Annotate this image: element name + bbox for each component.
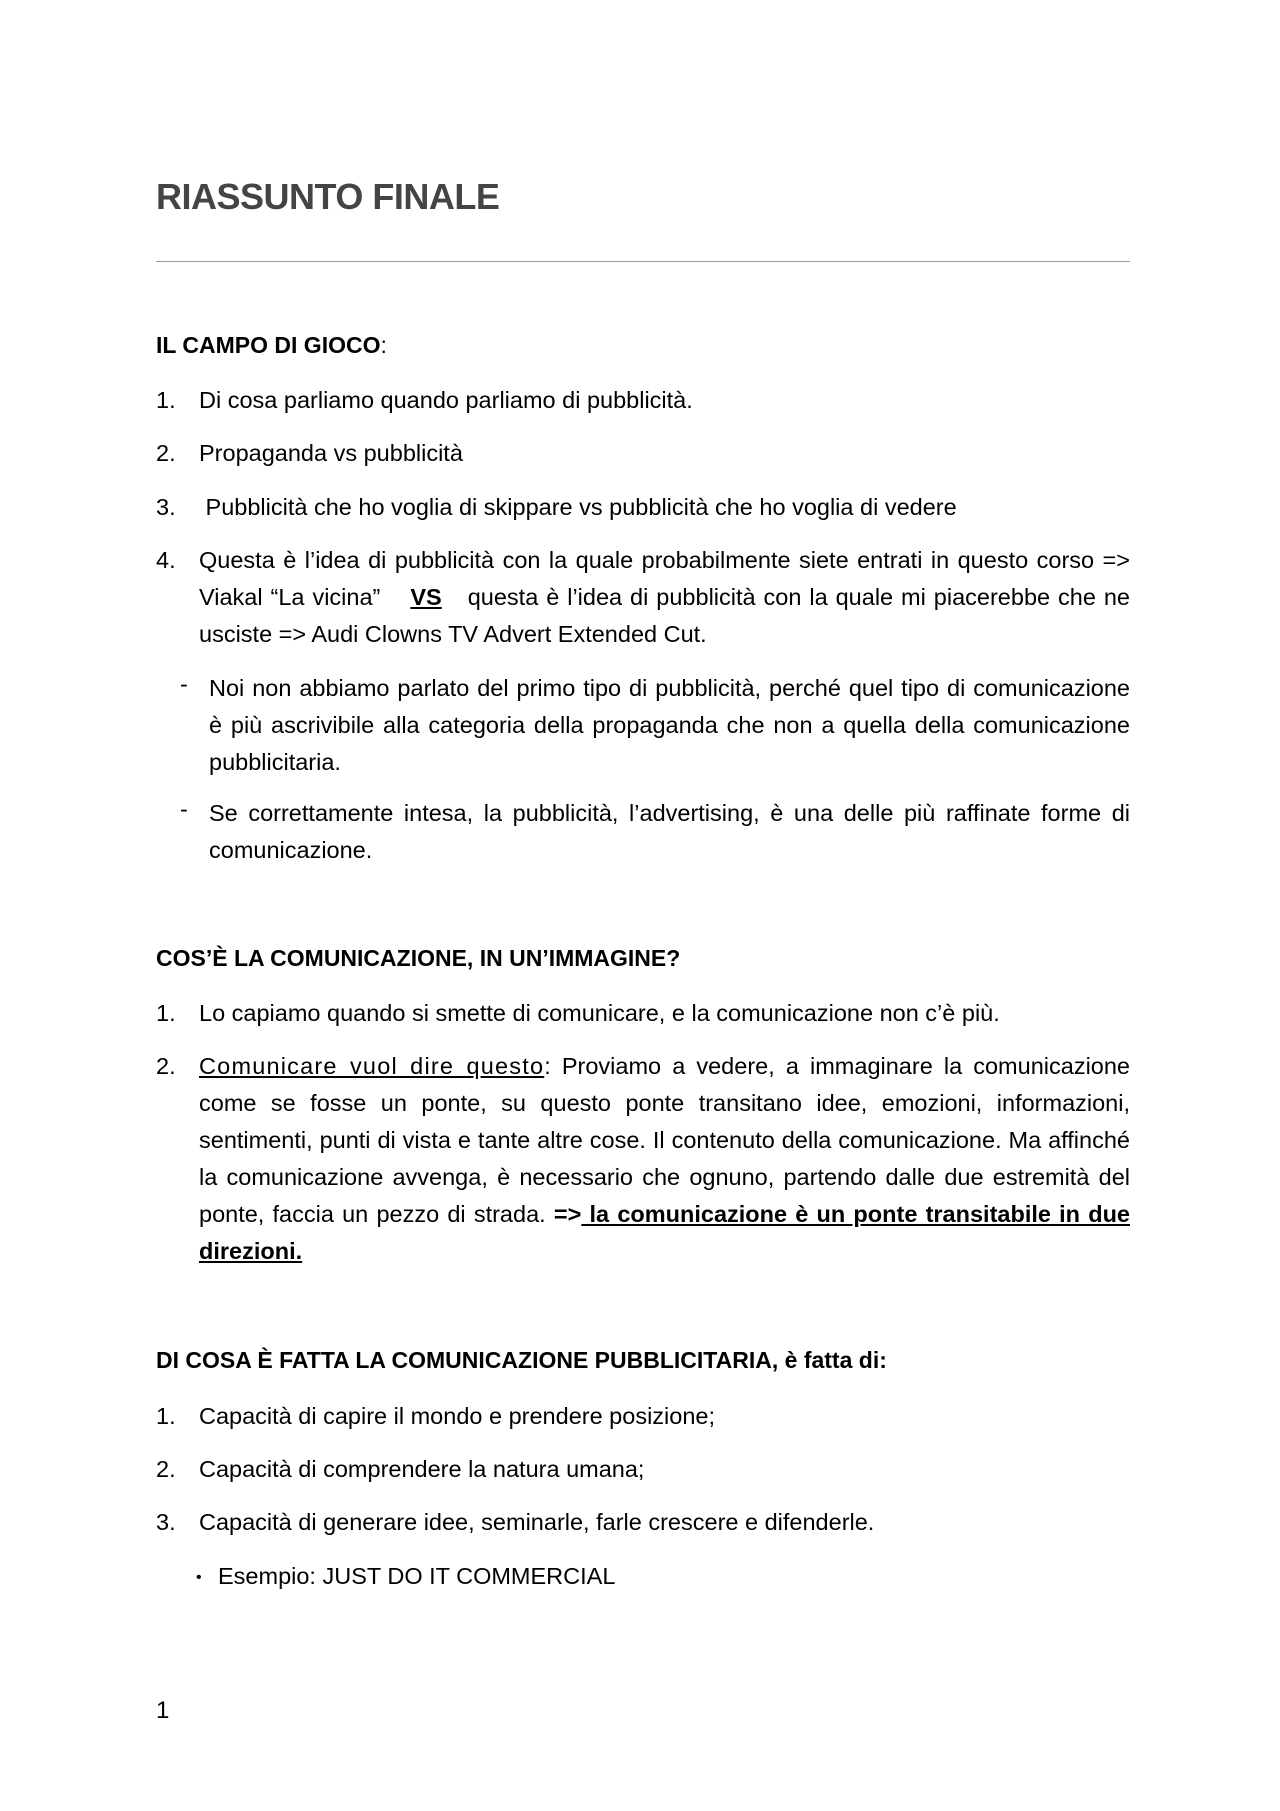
list-item (156, 542, 1130, 653)
bridge-conclusion: la comunicazione è un ponte transitabile in due direzioni. (199, 1201, 1130, 1264)
list-text: Di cosa parliamo quando parliamo di pubblicità. (199, 387, 693, 413)
bridge-paragraph: : Proviamo a vedere, a immaginare la comunicazione come se fosse un ponte, su questo ponte transitano idee, emozioni, informazioni, sentimenti, punti di vista e tante altre cose. Il contenuto della comunicazione. Ma affinché la comunicazione avvenga, è necessario che ognuno, partendo dalle due estremità del ponte, faccia un pezzo di strada. (199, 1053, 1130, 1227)
list-item (156, 1398, 1130, 1435)
list-number: 1. (156, 1000, 176, 1026)
list-item (156, 489, 1130, 526)
list-text: Capacità di comprendere la natura umana; (199, 1456, 645, 1482)
bullet-item (196, 1558, 615, 1596)
list-number: 2. (156, 1053, 176, 1079)
list-number: 1. (156, 387, 176, 413)
title-divider (156, 261, 1130, 262)
vs-label: VS (410, 584, 442, 610)
list-number: 1. (156, 1403, 176, 1429)
sub-item-text: Se correttamente intesa, la pubblicità, l’advertising, è una delle più raffinate forme di comunicazione. (209, 800, 1130, 863)
list-text: Pubblicità che ho voglia di skippare vs pubblicità che ho voglia di vedere (199, 494, 957, 520)
list-item (156, 382, 1130, 419)
list-text: Lo capiamo quando si smette di comunicare, e la comunicazione non c’è più. (199, 1000, 1000, 1026)
list-number: 3. (156, 494, 176, 520)
list-text: Capacità di capire il mondo e prendere posizione; (199, 1403, 716, 1429)
list-text: Capacità di generare idee, seminarle, farle crescere e difenderle. (199, 1509, 875, 1535)
sub-item (180, 670, 1130, 781)
list-item (156, 1504, 1130, 1541)
bullet-dot: • (196, 1569, 202, 1587)
section-heading-comunicazione: COS’È LA COMUNICAZIONE, IN UN’IMMAGINE? (156, 945, 681, 971)
list-number: 4. (156, 547, 176, 573)
bullet-text: Esempio: JUST DO IT COMMERCIAL (218, 1563, 616, 1589)
comunicare-link[interactable]: Comunicare vuol dire questo (199, 1053, 545, 1079)
text-part-a: Questa è l’idea di pubblicità con la quale probabilmente siete entrati in questo corso => Viakal “La vicina” (199, 547, 1130, 610)
sub-item-text: Noi non abbiamo parlato del primo tipo di pubblicità, perché quel tipo di comunicazione è più ascrivibile alla categoria della propaganda che non a quella della comunicazione pubblicitaria. (209, 675, 1130, 775)
section-heading-campo-di-gioco (156, 332, 387, 359)
heading-text: IL CAMPO DI GIOCO (156, 332, 381, 358)
list-text (199, 542, 1130, 653)
document-title: RIASSUNTO FINALE (156, 176, 500, 217)
heading-colon: : (380, 332, 387, 358)
dash-marker: - (180, 671, 188, 697)
text-part-b: questa è l’idea di pubblicità con la quale mi piacerebbe che ne usciste => Audi Clowns TV Advert Extended Cut. (199, 584, 1131, 647)
list-item (156, 435, 1130, 472)
list-text: Propaganda vs pubblicità (199, 440, 463, 466)
list-number: 2. (156, 1456, 176, 1482)
list-item (156, 995, 1130, 1032)
list-text (199, 1048, 1130, 1270)
arrow-symbol: => (553, 1201, 582, 1227)
sub-item (180, 795, 1130, 869)
dash-marker: - (180, 796, 188, 822)
page-number: 1 (156, 1697, 170, 1724)
list-number: 3. (156, 1509, 176, 1535)
list-number: 2. (156, 440, 176, 466)
section-heading-comunicazione-pubblicitaria: DI COSA È FATTA LA COMUNICAZIONE PUBBLICITARIA, è fatta di: (156, 1347, 887, 1373)
list-item (156, 1451, 1130, 1488)
list-item (156, 1048, 1130, 1270)
